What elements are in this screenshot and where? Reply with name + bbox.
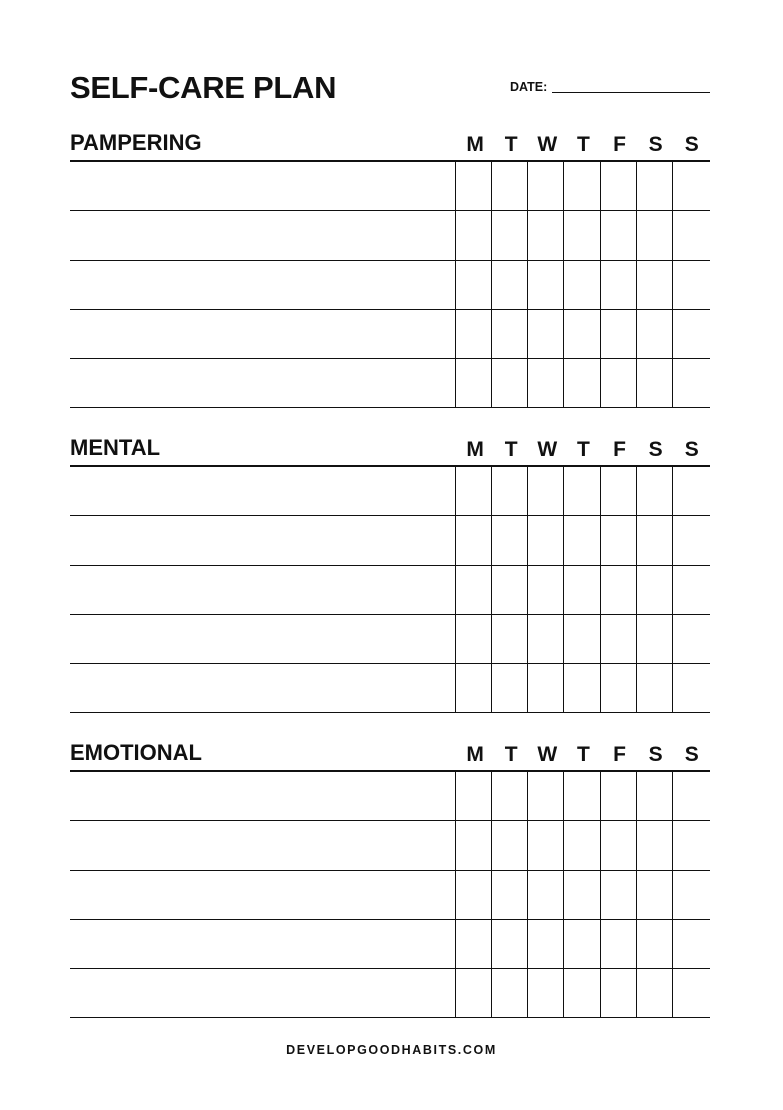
checkbox-monday[interactable]	[456, 920, 492, 968]
checkbox-friday[interactable]	[601, 310, 637, 358]
checkbox-sunday[interactable]	[673, 359, 709, 407]
checkbox-friday[interactable]	[601, 162, 637, 210]
checkbox-wednesday[interactable]	[528, 516, 564, 564]
checkbox-wednesday[interactable]	[528, 162, 564, 210]
checkbox-wednesday[interactable]	[528, 772, 564, 820]
task-row	[70, 871, 710, 920]
day-label-wednesday: W	[537, 743, 558, 766]
section-header	[70, 431, 710, 467]
task-entry-field[interactable]	[70, 359, 456, 407]
section-title-emotional: EMOTIONAL	[70, 740, 202, 765]
task-entry-field[interactable]	[70, 261, 456, 309]
checkbox-wednesday[interactable]	[528, 359, 564, 407]
checkbox-sunday[interactable]	[673, 871, 709, 919]
checkbox-thursday[interactable]	[564, 920, 600, 968]
checkbox-monday[interactable]	[456, 566, 492, 614]
task-row	[70, 211, 710, 260]
checkbox-wednesday[interactable]	[528, 467, 564, 515]
checkbox-thursday[interactable]	[564, 162, 600, 210]
checkbox-tuesday[interactable]	[492, 772, 528, 820]
checkbox-wednesday[interactable]	[528, 664, 564, 712]
task-entry-field[interactable]	[70, 664, 456, 712]
day-label-monday: M	[466, 743, 484, 766]
checkbox-sunday[interactable]	[673, 920, 709, 968]
checkbox-tuesday[interactable]	[492, 162, 528, 210]
checkbox-monday[interactable]	[456, 772, 492, 820]
section-rows	[70, 467, 710, 713]
task-entry-field[interactable]	[70, 211, 456, 259]
checkbox-tuesday[interactable]	[492, 211, 528, 259]
section-title-pampering: PAMPERING	[70, 130, 202, 155]
day-label-thursday: T	[577, 133, 590, 156]
day-label-thursday: T	[577, 438, 590, 461]
checkbox-sunday[interactable]	[673, 467, 709, 515]
task-entry-field[interactable]	[70, 920, 456, 968]
checkbox-saturday[interactable]	[637, 162, 673, 210]
section-rows	[70, 772, 710, 1018]
checkbox-friday[interactable]	[601, 664, 637, 712]
day-label-friday: F	[613, 133, 626, 156]
checkbox-sunday[interactable]	[673, 310, 709, 358]
checkbox-tuesday[interactable]	[492, 359, 528, 407]
checkbox-monday[interactable]	[456, 261, 492, 309]
checkbox-monday[interactable]	[456, 871, 492, 919]
checkbox-tuesday[interactable]	[492, 969, 528, 1017]
day-headers	[457, 437, 710, 463]
day-label-saturday: S	[648, 438, 663, 461]
section-pampering	[70, 126, 710, 408]
task-entry-field[interactable]	[70, 467, 456, 515]
day-label-saturday: S	[648, 133, 663, 156]
checkbox-saturday[interactable]	[637, 871, 673, 919]
section-header	[70, 126, 710, 162]
checkbox-wednesday[interactable]	[528, 871, 564, 919]
checkbox-friday[interactable]	[601, 920, 637, 968]
checkbox-thursday[interactable]	[564, 261, 600, 309]
checkbox-sunday[interactable]	[673, 821, 709, 869]
checkbox-wednesday[interactable]	[528, 821, 564, 869]
task-row	[70, 359, 710, 408]
checkbox-saturday[interactable]	[637, 211, 673, 259]
checkbox-saturday[interactable]	[637, 969, 673, 1017]
task-entry-field[interactable]	[70, 310, 456, 358]
checkbox-saturday[interactable]	[637, 310, 673, 358]
checkbox-thursday[interactable]	[564, 969, 600, 1017]
day-headers	[457, 132, 710, 158]
day-label-monday: M	[466, 133, 484, 156]
checkbox-friday[interactable]	[601, 516, 637, 564]
checkbox-thursday[interactable]	[564, 566, 600, 614]
checkbox-friday[interactable]	[601, 871, 637, 919]
task-row	[70, 261, 710, 310]
checkbox-thursday[interactable]	[564, 359, 600, 407]
checkbox-tuesday[interactable]	[492, 467, 528, 515]
task-row	[70, 969, 710, 1018]
checkbox-tuesday[interactable]	[492, 615, 528, 663]
checkbox-sunday[interactable]	[673, 969, 709, 1017]
section-emotional	[70, 736, 710, 1018]
task-row	[70, 162, 710, 211]
checkbox-saturday[interactable]	[637, 821, 673, 869]
checkbox-monday[interactable]	[456, 664, 492, 712]
checkbox-sunday[interactable]	[673, 162, 709, 210]
day-label-saturday: S	[648, 743, 663, 766]
checkbox-tuesday[interactable]	[492, 566, 528, 614]
section-rows	[70, 162, 710, 408]
day-label-sunday: S	[684, 438, 699, 461]
checkbox-thursday[interactable]	[564, 664, 600, 712]
day-label-sunday: S	[684, 133, 699, 156]
section-title-mental: MENTAL	[70, 435, 161, 460]
checkbox-friday[interactable]	[601, 467, 637, 515]
checkbox-monday[interactable]	[456, 310, 492, 358]
checkbox-thursday[interactable]	[564, 516, 600, 564]
checkbox-tuesday[interactable]	[492, 920, 528, 968]
checkbox-sunday[interactable]	[673, 772, 709, 820]
checkbox-saturday[interactable]	[637, 615, 673, 663]
task-entry-field[interactable]	[70, 566, 456, 614]
checkbox-wednesday[interactable]	[528, 615, 564, 663]
checkbox-sunday[interactable]	[673, 211, 709, 259]
task-row	[70, 664, 710, 713]
checkbox-sunday[interactable]	[673, 615, 709, 663]
checkbox-monday[interactable]	[456, 821, 492, 869]
checkbox-monday[interactable]	[456, 516, 492, 564]
checkbox-thursday[interactable]	[564, 467, 600, 515]
checkbox-saturday[interactable]	[637, 664, 673, 712]
day-label-tuesday: T	[504, 133, 518, 156]
day-label-monday: M	[466, 438, 484, 461]
day-label-tuesday: T	[504, 438, 518, 461]
checkbox-friday[interactable]	[601, 566, 637, 614]
task-row	[70, 467, 710, 516]
checkbox-tuesday[interactable]	[492, 310, 528, 358]
checkbox-thursday[interactable]	[564, 211, 600, 259]
checkbox-friday[interactable]	[601, 261, 637, 309]
checkbox-tuesday[interactable]	[492, 871, 528, 919]
checkbox-tuesday[interactable]	[492, 516, 528, 564]
task-row	[70, 566, 710, 615]
checkbox-wednesday[interactable]	[528, 261, 564, 309]
checkbox-wednesday[interactable]	[528, 920, 564, 968]
task-entry-field[interactable]	[70, 871, 456, 919]
checkbox-saturday[interactable]	[637, 261, 673, 309]
day-label-friday: F	[613, 438, 626, 461]
task-entry-field[interactable]	[70, 162, 456, 210]
date-underline[interactable]	[552, 92, 710, 93]
checkbox-monday[interactable]	[456, 162, 492, 210]
task-row	[70, 615, 710, 664]
date-field[interactable]	[510, 78, 710, 96]
checkbox-sunday[interactable]	[673, 566, 709, 614]
task-entry-field[interactable]	[70, 516, 456, 564]
footer-website: DEVELOPGOODHABITS.COM	[286, 1043, 497, 1057]
checkbox-wednesday[interactable]	[528, 310, 564, 358]
checkbox-thursday[interactable]	[564, 772, 600, 820]
checkbox-friday[interactable]	[601, 211, 637, 259]
checkbox-thursday[interactable]	[564, 310, 600, 358]
checkbox-thursday[interactable]	[564, 821, 600, 869]
day-label-tuesday: T	[504, 743, 518, 766]
checkbox-friday[interactable]	[601, 821, 637, 869]
task-entry-field[interactable]	[70, 969, 456, 1017]
checkbox-saturday[interactable]	[637, 772, 673, 820]
task-entry-field[interactable]	[70, 772, 456, 820]
checkbox-wednesday[interactable]	[528, 566, 564, 614]
checkbox-tuesday[interactable]	[492, 821, 528, 869]
page-title: SELF-CARE PLAN	[70, 70, 337, 105]
checkbox-friday[interactable]	[601, 615, 637, 663]
checkbox-wednesday[interactable]	[528, 211, 564, 259]
checkbox-sunday[interactable]	[673, 261, 709, 309]
day-label-friday: F	[613, 743, 626, 766]
checkbox-monday[interactable]	[456, 359, 492, 407]
day-label-sunday: S	[684, 743, 699, 766]
task-row	[70, 310, 710, 359]
task-entry-field[interactable]	[70, 821, 456, 869]
day-headers	[457, 742, 710, 768]
task-row	[70, 772, 710, 821]
checkbox-friday[interactable]	[601, 969, 637, 1017]
checkbox-friday[interactable]	[601, 772, 637, 820]
task-row	[70, 821, 710, 870]
checkbox-thursday[interactable]	[564, 615, 600, 663]
checkbox-sunday[interactable]	[673, 516, 709, 564]
checkbox-saturday[interactable]	[637, 467, 673, 515]
checkbox-tuesday[interactable]	[492, 664, 528, 712]
task-row	[70, 516, 710, 565]
date-label: DATE:	[510, 80, 548, 94]
checkbox-monday[interactable]	[456, 211, 492, 259]
section-mental	[70, 431, 710, 713]
checkbox-thursday[interactable]	[564, 871, 600, 919]
checkbox-sunday[interactable]	[673, 664, 709, 712]
day-label-wednesday: W	[537, 438, 558, 461]
checkbox-saturday[interactable]	[637, 516, 673, 564]
checkbox-tuesday[interactable]	[492, 261, 528, 309]
checkbox-saturday[interactable]	[637, 920, 673, 968]
task-entry-field[interactable]	[70, 615, 456, 663]
checkbox-monday[interactable]	[456, 615, 492, 663]
task-row	[70, 920, 710, 969]
checkbox-friday[interactable]	[601, 359, 637, 407]
checkbox-saturday[interactable]	[637, 566, 673, 614]
section-header	[70, 736, 710, 772]
checkbox-monday[interactable]	[456, 467, 492, 515]
checkbox-wednesday[interactable]	[528, 969, 564, 1017]
day-label-wednesday: W	[537, 133, 558, 156]
day-label-thursday: T	[577, 743, 590, 766]
checkbox-monday[interactable]	[456, 969, 492, 1017]
checkbox-saturday[interactable]	[637, 359, 673, 407]
